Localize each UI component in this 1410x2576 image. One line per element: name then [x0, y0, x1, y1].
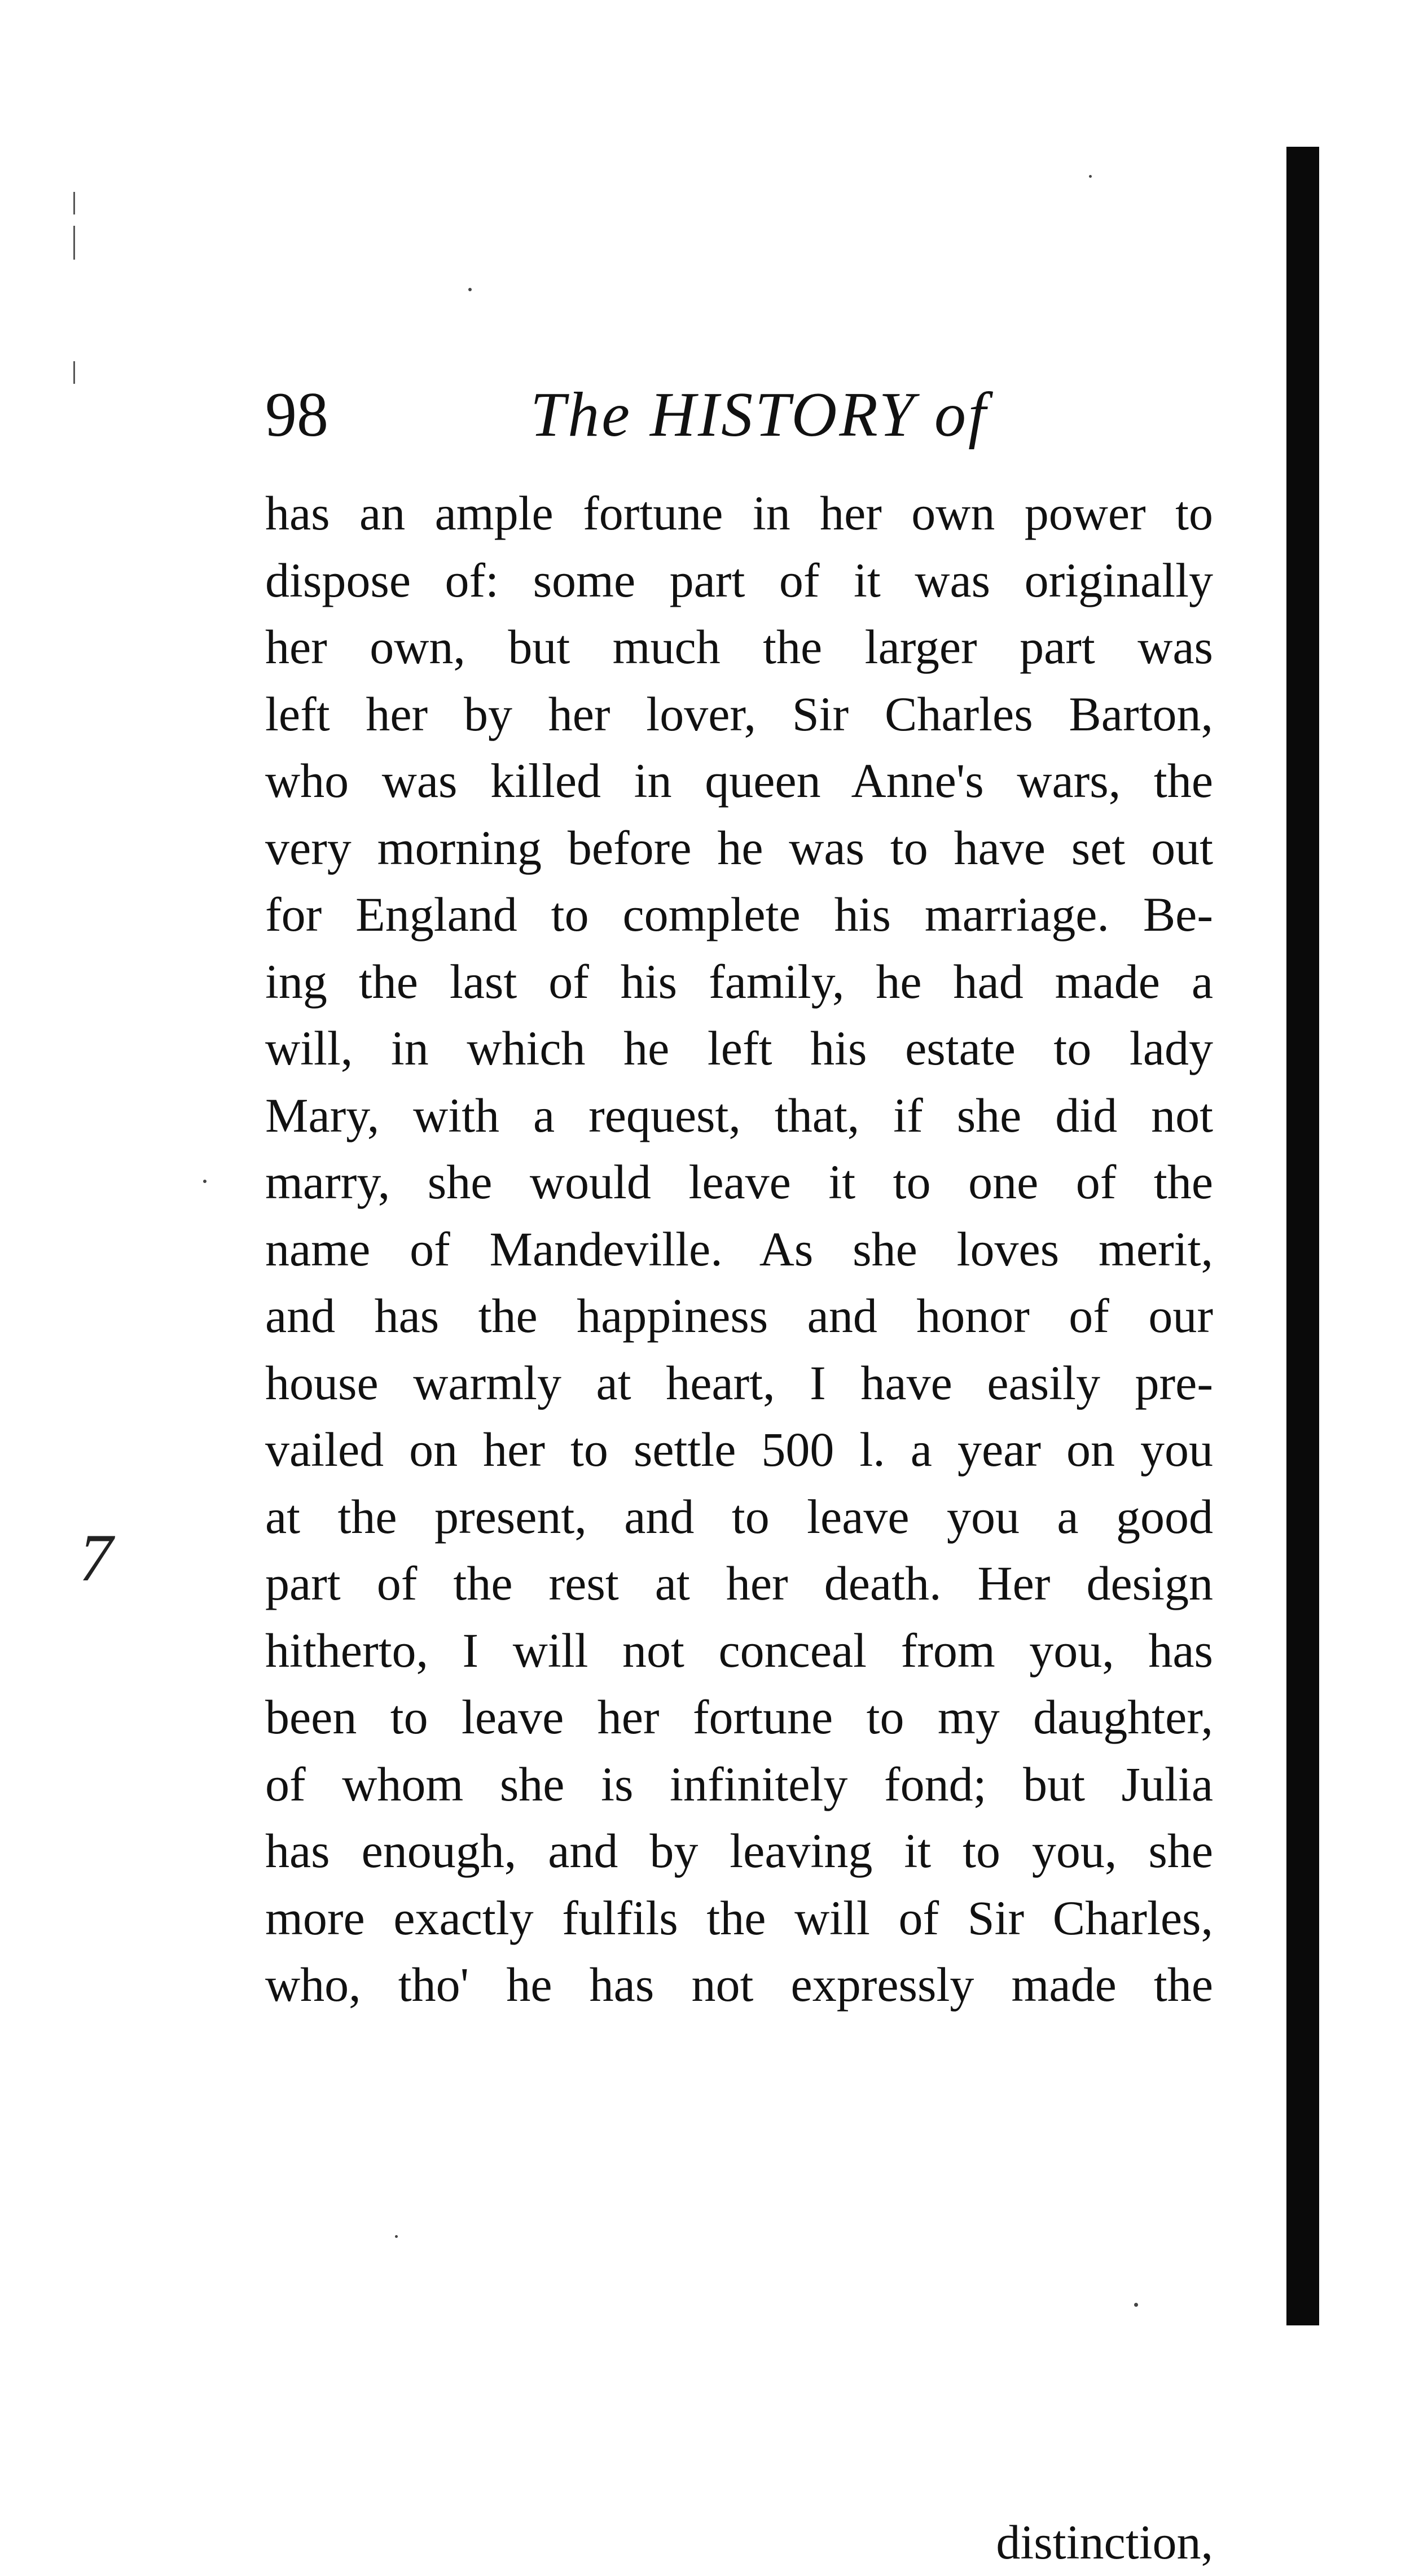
body-text [265, 480, 1213, 2569]
text-line: will, in which he left his estate to lady [265, 1021, 1213, 1075]
text-line: Mary, with a request, that, if she did not [265, 1088, 1213, 1142]
ink-speck [1089, 175, 1092, 178]
text-line: more exactly fulfils the will of Sir Charles, [265, 1890, 1213, 1945]
text-line: part of the rest at her death. Her design [265, 1556, 1213, 1610]
page-edge-shadow [1286, 147, 1319, 2325]
scan-mark [73, 192, 75, 214]
text-line: dispose of: some part of it was originally [265, 553, 1213, 607]
text-line: left her by her lover, Sir Charles Barton, [265, 686, 1213, 741]
ink-speck [468, 288, 472, 291]
text-line: at the present, and to leave you a good [265, 1489, 1213, 1544]
text-line: house warmly at heart, I have easily pre- [265, 1355, 1213, 1410]
ink-speck [203, 1180, 207, 1183]
scan-mark [73, 361, 75, 384]
catchword: distinction, [996, 2515, 1213, 2569]
page-number: 98 [265, 380, 328, 450]
marginal-handwritten-mark: 7 [79, 1520, 113, 1595]
text-line: has enough, and by leaving it to you, she [265, 1824, 1213, 1878]
running-head-title: The HISTORY of [530, 380, 989, 450]
ink-speck [395, 2235, 398, 2238]
text-line: who, tho' he has not expressly made the [265, 1957, 1213, 2012]
running-header [265, 373, 1224, 457]
text-line: her own, but much the larger part was [265, 620, 1213, 674]
text-line: of whom she is infinitely fond; but Julia [265, 1756, 1213, 1811]
ink-speck [1134, 2303, 1138, 2307]
text-line: hitherto, I will not conceal from you, has [265, 1623, 1213, 1677]
scan-mark [73, 226, 75, 260]
text-line: who was killed in queen Anne's wars, the [265, 753, 1213, 808]
text-line: marry, she would leave it to one of the [265, 1155, 1213, 1209]
text-line: name of Mandeville. As she loves merit, [265, 1221, 1213, 1276]
text-line: been to leave her fortune to my daughter, [265, 1690, 1213, 1744]
text-line: has an ample fortune in her own power to [265, 486, 1213, 540]
text-line: for England to complete his marriage. Be- [265, 887, 1213, 941]
text-line: and has the happiness and honor of our [265, 1289, 1213, 1343]
text-line: ing the last of his family, he had made a [265, 954, 1213, 1009]
text-line: very morning before he was to have set out [265, 820, 1213, 875]
text-line: vailed on her to settle 500 l. a year on you [265, 1422, 1213, 1477]
